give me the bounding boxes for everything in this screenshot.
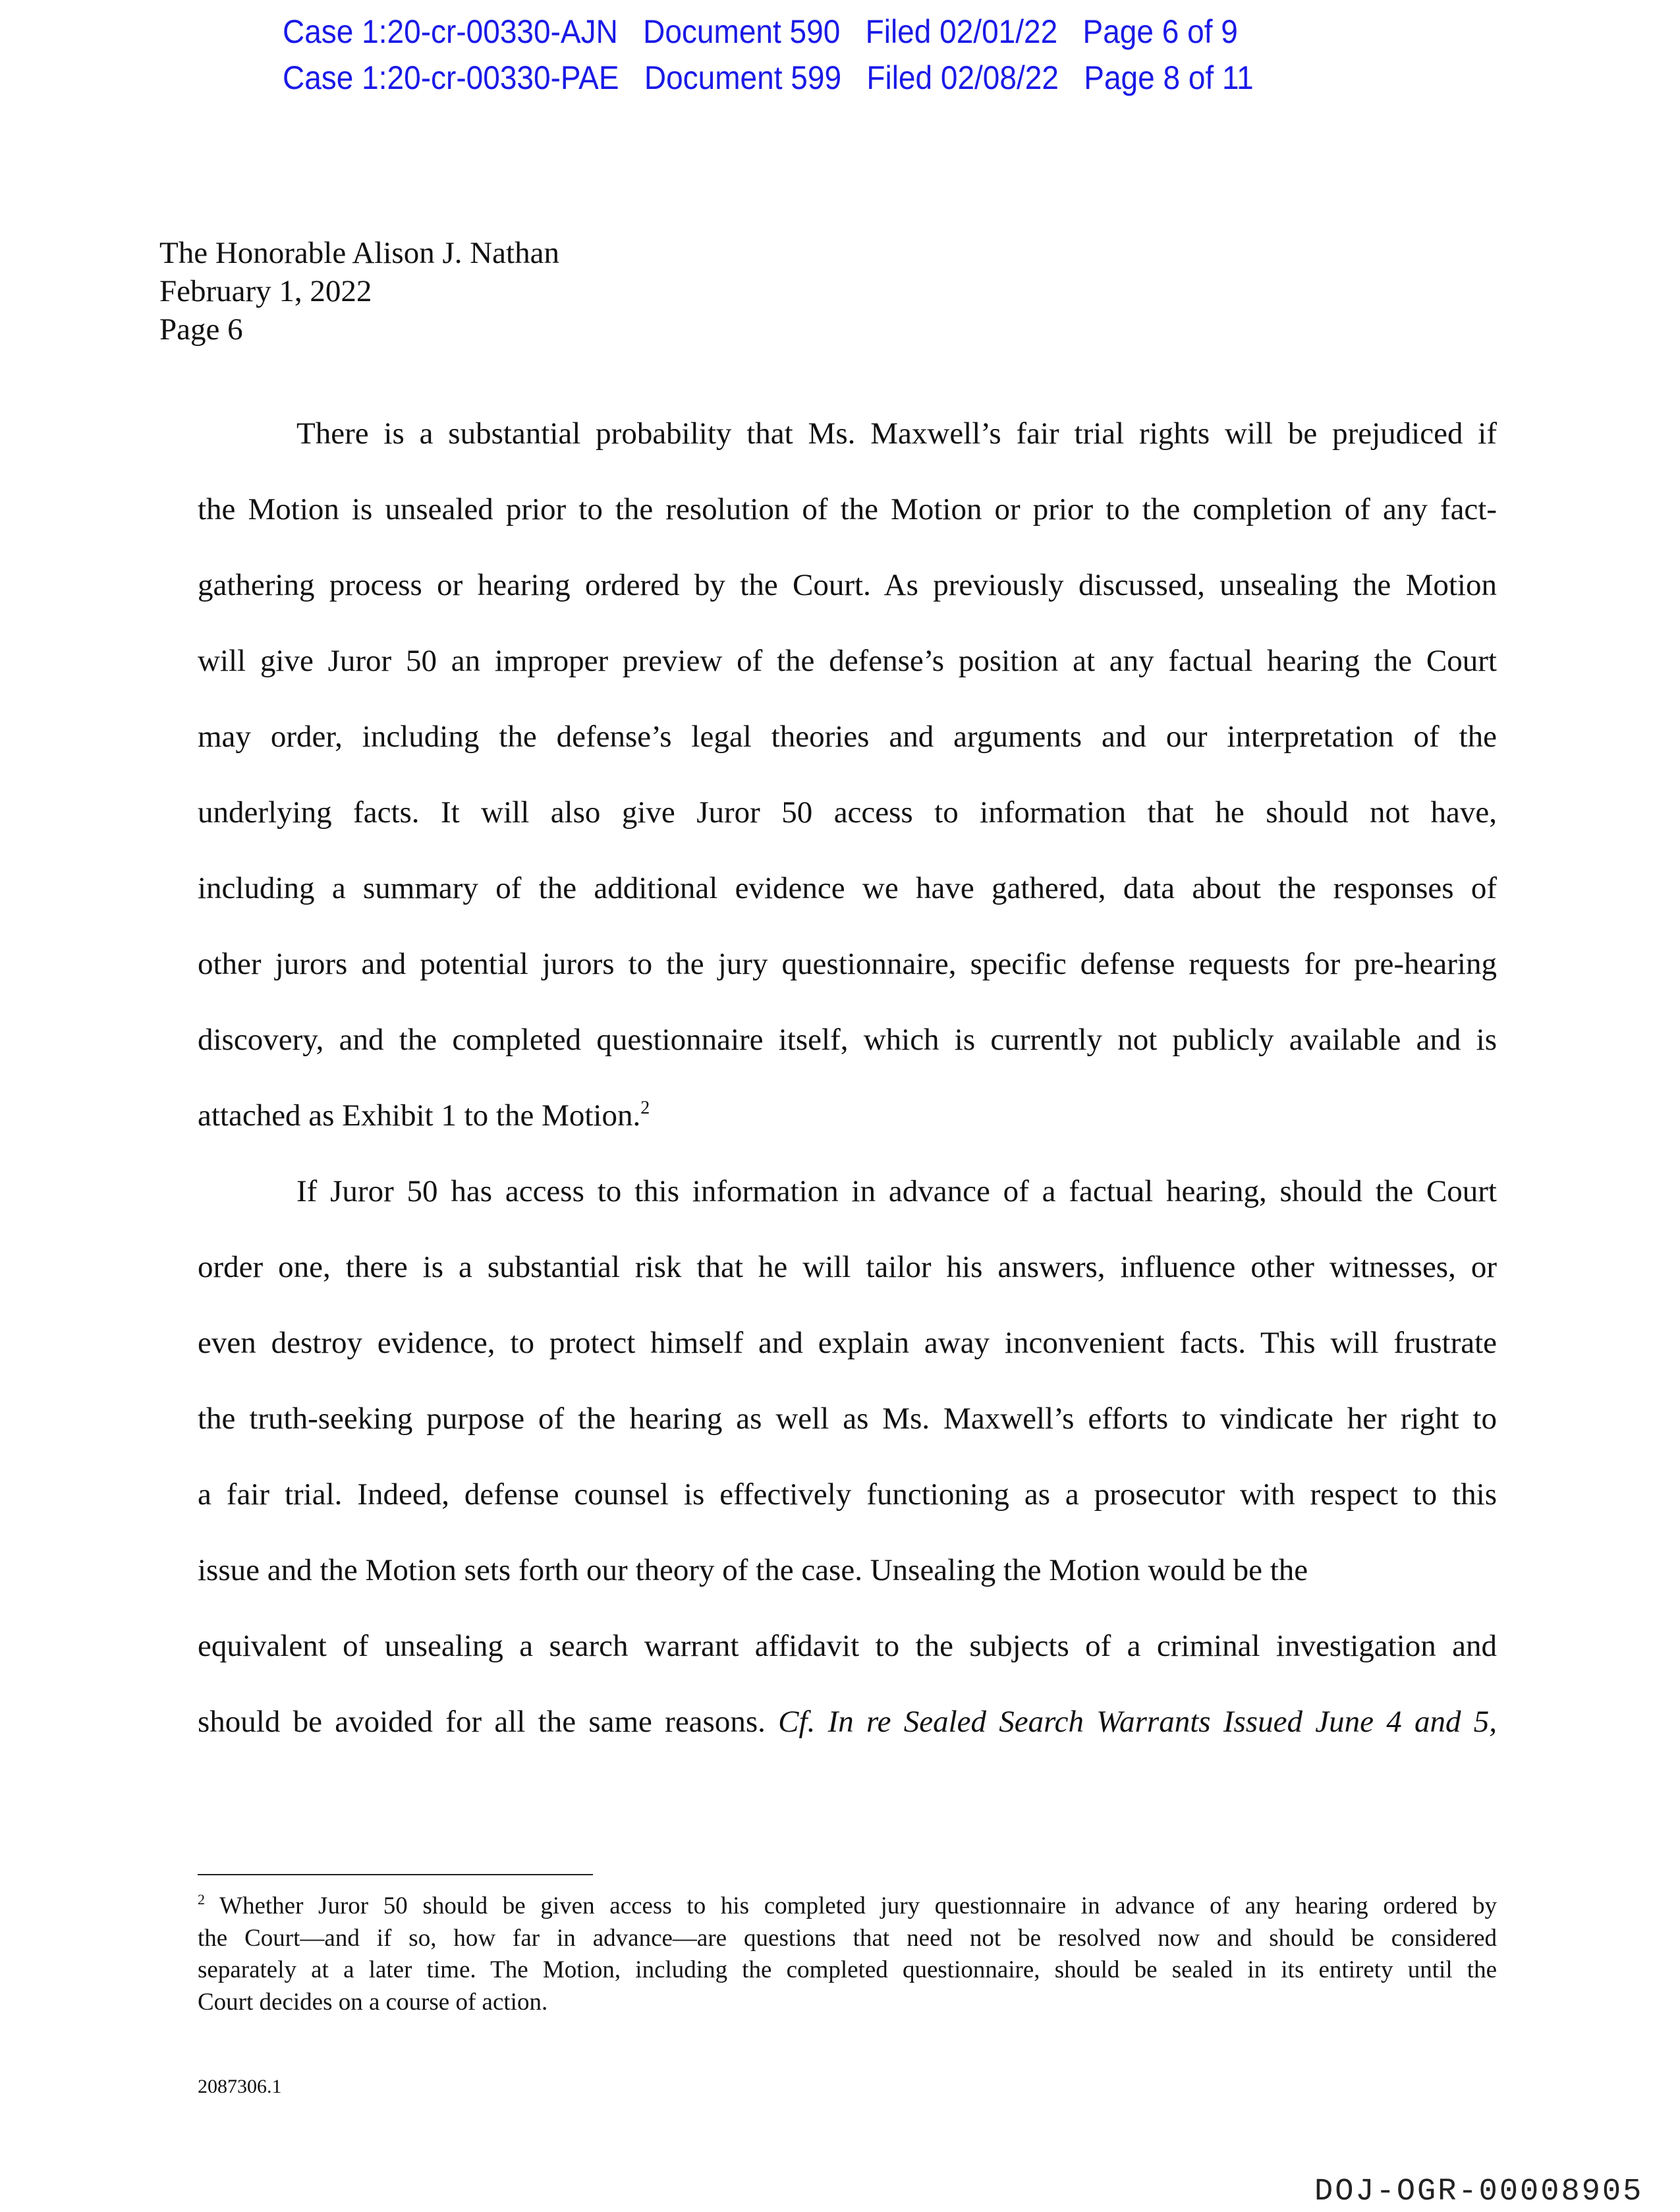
footnote-reference[interactable]: 2 bbox=[640, 1098, 650, 1118]
case-citation: In re Sealed Search Warrants Issued June 4 and 5, bbox=[827, 1705, 1498, 1739]
body-line: gathering process or hearing ordered by the Court. As previously discussed, unsealing the Motion bbox=[198, 568, 1497, 602]
body-line: will give Juror 50 an improper preview of the defense’s position at any factual hearing the Court bbox=[198, 644, 1497, 678]
footnote bbox=[198, 1890, 1497, 2018]
body-line: even destroy evidence, to protect himself and explain away inconvenient facts. This will frustrate bbox=[198, 1326, 1497, 1360]
body-line-text: attached as Exhibit 1 to the Motion. bbox=[198, 1098, 641, 1133]
body-line: If Juror 50 has access to this information in advance of a factual hearing, should the Court bbox=[296, 1174, 1497, 1208]
addressee: The Honorable Alison J. Nathan bbox=[159, 236, 559, 270]
citation-signal: Cf. bbox=[778, 1705, 816, 1739]
letter-date: February 1, 2022 bbox=[159, 274, 372, 308]
letter-address-block bbox=[159, 234, 559, 349]
footnote-line bbox=[198, 1890, 1497, 1923]
body-line bbox=[198, 1684, 1497, 1760]
body-line: discovery, and the completed questionnaire itself, which is currently not publicly available and is bbox=[198, 1023, 1497, 1057]
body-line: the truth-seeking purpose of the hearing as well as Ms. Maxwell’s efforts to vindicate her right to bbox=[198, 1402, 1497, 1436]
body-line-text: should be avoided for all the same reasons. bbox=[198, 1705, 779, 1739]
body-line: a fair trial. Indeed, defense counsel is effectively functioning as a prosecutor with respect to this bbox=[198, 1477, 1497, 1512]
body-line: the Motion is unsealed prior to the resolution of the Motion or prior to the completion of any fact- bbox=[198, 492, 1497, 526]
body-line: may order, including the defense’s legal theories and arguments and our interpretation of the bbox=[198, 720, 1497, 754]
footnote-marker: 2 bbox=[198, 1891, 205, 1908]
body-line: There is a substantial probability that Ms. Maxwell’s fair trial rights will be prejudiced if bbox=[296, 416, 1497, 451]
footnote-line: separately at a later time. The Motion, including the completed questionnaire, should be sealed in its entirety until the bbox=[198, 1956, 1497, 1983]
document-id: 2087306.1 bbox=[198, 2076, 282, 2097]
body-line: including a summary of the additional evidence we have gathered, data about the responses of bbox=[198, 871, 1497, 905]
footnote-line: the Court—and if so, how far in advance—are questions that need not be resolved now and should be considered bbox=[198, 1924, 1497, 1952]
body-line: equivalent of unsealing a search warrant affidavit to the subjects of a criminal investigation and bbox=[198, 1629, 1497, 1663]
body-line: other jurors and potential jurors to the jury questionnaire, specific defense requests for pre-hearing bbox=[198, 947, 1497, 981]
letter-body bbox=[198, 396, 1497, 1760]
body-line: issue and the Motion sets forth our theory of the case. Unsealing the Motion would be the bbox=[198, 1553, 1308, 1587]
footnote-divider bbox=[198, 1874, 593, 1875]
body-line: underlying facts. It will also give Juror 50 access to information that he should not have, bbox=[198, 795, 1497, 830]
ecf-header-stamp-second: Case 1:20-cr-00330-PAE Document 599 Filed 02/08/22 Page 8 of 11 bbox=[283, 59, 1254, 96]
footnote-line: Court decides on a course of action. bbox=[198, 1988, 548, 2016]
page-number: Page 6 bbox=[159, 312, 243, 347]
footnote-text: Whether Juror 50 should be given access to his completed jury questionnaire in advance of any hearing ordered by bbox=[219, 1892, 1497, 1919]
body-line bbox=[198, 1078, 1497, 1154]
body-line: order one, there is a substantial risk that he will tailor his answers, influence other witnesses, or bbox=[198, 1250, 1497, 1284]
ecf-header-stamp: Case 1:20-cr-00330-AJN Document 590 Filed 02/01/22 Page 6 of 9 bbox=[283, 13, 1238, 50]
bates-number: DOJ-OGR-00008905 bbox=[1314, 2174, 1644, 2209]
